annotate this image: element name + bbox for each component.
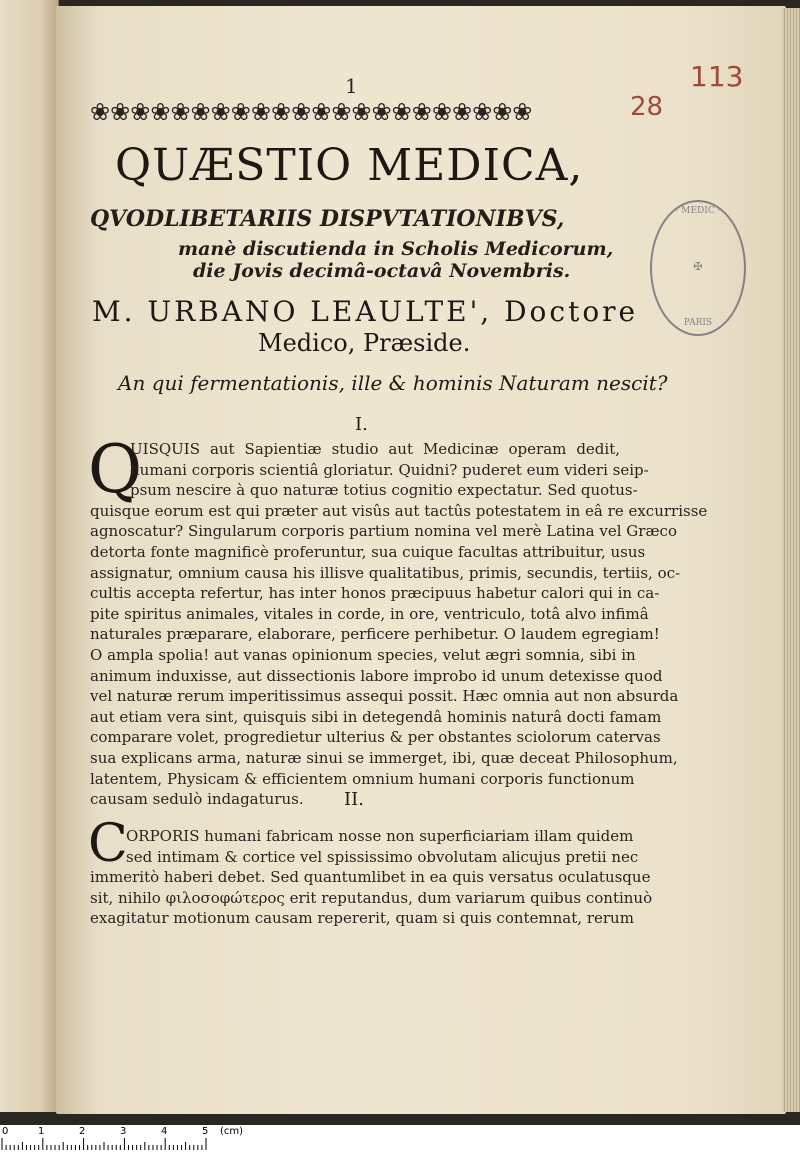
page-title: QUÆSTIO MEDICA, bbox=[115, 140, 584, 191]
text-line: comparare volet, progredietur ulterius & per obstantes sciolorum catervas bbox=[90, 728, 661, 747]
text-line: UISQUIS aut Sapientiæ studio aut Medicinæ operam dedit, bbox=[130, 440, 620, 458]
ruler-label: 3 bbox=[120, 1126, 127, 1137]
text-line: cultis accepta refertur, has inter honos præcipuus habetur calori qui in ca- bbox=[90, 584, 660, 603]
section-number: I. bbox=[355, 414, 368, 435]
text-line: vel naturæ rerum imperitissimus assequi possit. Hæc omnia aut non absurda bbox=[90, 687, 679, 706]
subtitle-line-1: QVODLIBETARIIS DISPVTATIONIBVS, bbox=[90, 206, 565, 232]
text-line: sua explicans arma, naturæ sinui se immerget, ibi, quæ deceat Philosophum, bbox=[90, 748, 678, 767]
text-line: humani corporis scientiâ gloriatur. Quidni? puderet eum videri seip- bbox=[130, 460, 649, 479]
ruler-label: 5 bbox=[202, 1126, 209, 1137]
scale-ruler bbox=[0, 1125, 800, 1152]
drop-cap: C bbox=[88, 814, 128, 874]
ruler-label: 1 bbox=[38, 1126, 45, 1137]
ornament-band: ❀❀❀❀❀❀❀❀❀❀❀❀❀❀❀❀❀❀❀❀❀❀ bbox=[90, 98, 533, 126]
handwritten-number-top: 113 bbox=[690, 60, 744, 93]
text-line: causam sedulò indagaturus. bbox=[90, 790, 304, 809]
subtitle-line-2: manè discutienda in Scholis Medicorum, bbox=[178, 238, 614, 260]
text-line: ORPORIS humani fabricam nosse non superficiariam illam quidem bbox=[126, 827, 634, 845]
disputation-question: An qui fermentationis, ille & hominis Naturam nescit? bbox=[118, 371, 668, 395]
text-line: animum induxisse, aut dissectionis labore improbo id unum detexisse quod bbox=[90, 666, 663, 685]
text-line: detorta fonte magnificè proferuntur, sua cuique facultas attribuitur, usus bbox=[90, 542, 646, 561]
folio-number: 1 bbox=[345, 74, 358, 98]
text-line: sit, nihilo φιλοσοφώτερος erit reputandus, dum variarum quibus continuò bbox=[90, 888, 653, 907]
subtitle-line-3: die Jovis decimâ-octavâ Novembris. bbox=[193, 260, 571, 282]
praeses-line-1: M. URBANO LEAULTE', Doctore bbox=[92, 295, 639, 328]
praeses-line-2: Medico, Præside. bbox=[258, 329, 471, 357]
text-line: agnoscatur? Singularum corporis partium nomina vel merè Latina vel Græco bbox=[90, 522, 677, 541]
ruler-label: (cm) bbox=[220, 1126, 244, 1137]
ruler-label: 0 bbox=[2, 1126, 9, 1137]
library-stamp: · MEDIC · ✠ PARIS bbox=[650, 200, 746, 336]
text-line: assignatur, omnium causa his illisve qualitatibus, primis, secundis, tertiis, oc- bbox=[90, 563, 681, 582]
drop-cap: Q bbox=[88, 431, 143, 508]
text-line: exagitatur motionum causam repererit, quam si quis contemnat, rerum bbox=[90, 909, 634, 928]
ruler-label: 2 bbox=[79, 1126, 86, 1137]
left-page-edge bbox=[0, 0, 59, 1112]
section-number: II. bbox=[344, 789, 364, 810]
text-line: aut etiam vera sint, quisquis sibi in detegendâ hominis naturâ docti famam bbox=[90, 707, 662, 726]
paragraph-1 bbox=[88, 431, 708, 810]
text-line: naturales præparare, elaborare, perficere perhibetur. O laudem egregiam! bbox=[90, 625, 660, 644]
text-line: latentem, Physicam & efficientem omnium humani corporis functionum bbox=[90, 769, 635, 788]
paragraph-2 bbox=[90, 826, 653, 929]
text-line: quisque eorum est qui præter aut visûs aut tactûs potestatem in eâ re excurrisse bbox=[90, 501, 708, 520]
text-line: psum nescire à quo naturæ totius cognitio expectatur. Sed quotus- bbox=[130, 481, 638, 500]
ruler-ticks bbox=[0, 1137, 210, 1151]
text-line: immeritò haberi debet. Sed quantumlibet in ea quis versatus oculatusque bbox=[90, 868, 651, 887]
handwritten-number-second: 28 bbox=[630, 92, 664, 122]
ruler-label: 4 bbox=[161, 1126, 168, 1137]
page-stack-edge bbox=[782, 8, 800, 1112]
text-line: O ampla spolia! aut vanas opinionum species, velut ægri somnia, sibi in bbox=[90, 645, 636, 664]
text-line: pite spiritus animales, vitales in corde, in ore, ventriculo, totâ alvo infimâ bbox=[90, 604, 649, 623]
text-line: sed intimam & cortice vel spississimo obvolutam alicujus pretii nec bbox=[126, 847, 639, 866]
